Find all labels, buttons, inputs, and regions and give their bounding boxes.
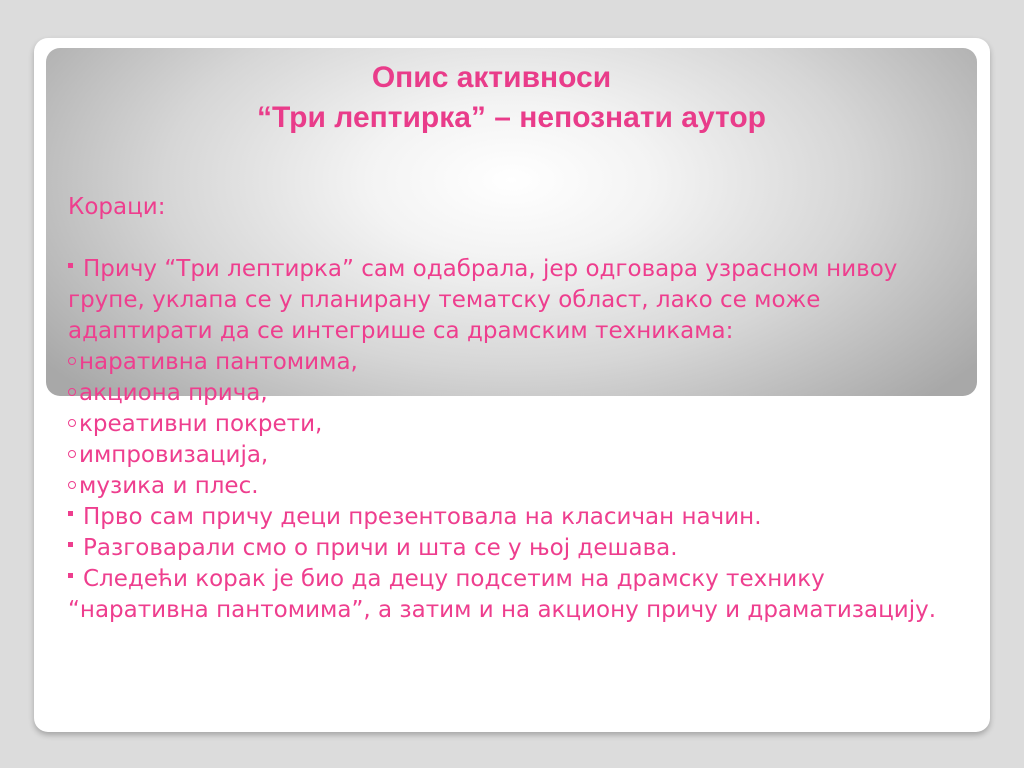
- technique-text: акциона прича,: [79, 380, 268, 406]
- slide-title-line1: Опис активноси: [371, 61, 612, 94]
- step-bullet: [68, 533, 938, 564]
- steps-heading: Кораци:: [68, 194, 166, 220]
- intro-bullet-text: Причу “Три лептирка” сам одабрала, јер одговара узрасном нивоу групе, уклапа се у планирану тематску област, лако се може адаптирати да се интегрише са драмским техникама:: [68, 256, 898, 344]
- technique-text: импровизација,: [79, 442, 269, 468]
- technique-item: [68, 471, 938, 502]
- slide-title: [46, 58, 977, 138]
- square-bullet-icon: [68, 511, 73, 516]
- circle-bullet-icon: [68, 419, 76, 427]
- technique-text: наративна пантомима,: [79, 349, 358, 375]
- step-bullet: [68, 564, 938, 626]
- square-bullet-icon: [68, 263, 73, 268]
- square-bullet-icon: [68, 542, 73, 547]
- circle-bullet-icon: [68, 481, 76, 489]
- circle-bullet-icon: [68, 388, 76, 396]
- step-bullet: [68, 502, 938, 533]
- technique-item: [68, 440, 938, 471]
- technique-text: креативни покрети,: [79, 411, 323, 437]
- step-bullet-text: Разговарали смо о причи и шта се у њој дешава.: [83, 535, 678, 561]
- technique-text: музика и плес.: [79, 473, 259, 499]
- step-bullet-text: Следећи корак је био да децу подсетим на драмску технику “наративна пантомима”, а затим и на акциону причу и драматизацију.: [68, 566, 937, 623]
- circle-bullet-icon: [68, 357, 76, 365]
- technique-item: [68, 378, 938, 409]
- technique-item: [68, 347, 938, 378]
- square-bullet-icon: [68, 573, 73, 578]
- slide-body: [68, 192, 938, 626]
- slide-title-line2: “Три лептирка” – непознати аутор: [257, 101, 766, 134]
- step-bullet-text: Прво сам причу деци презентовала на класичан начин.: [83, 504, 762, 530]
- circle-bullet-icon: [68, 450, 76, 458]
- technique-item: [68, 409, 938, 440]
- intro-bullet: [68, 254, 938, 347]
